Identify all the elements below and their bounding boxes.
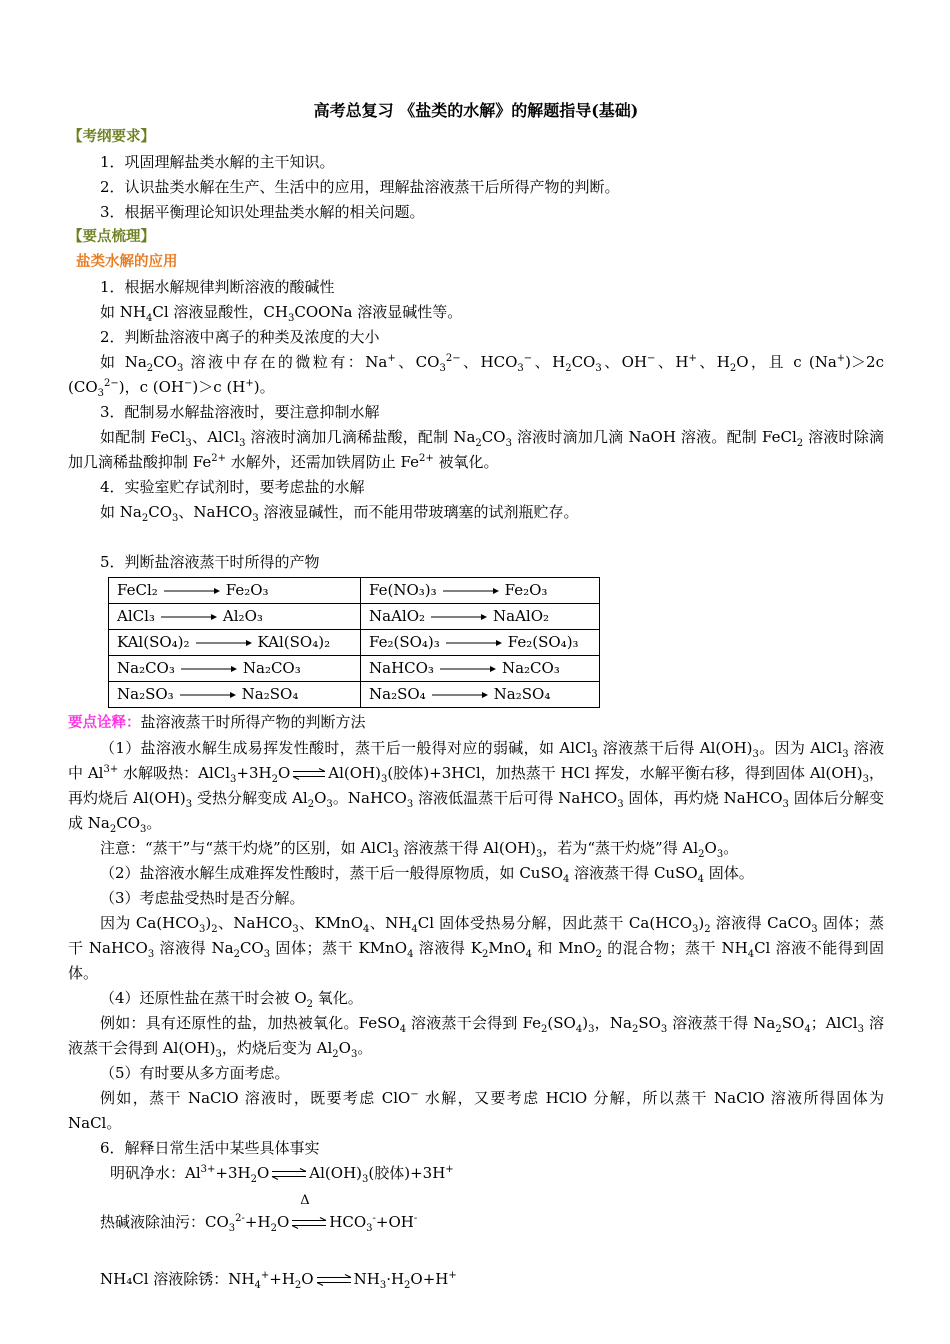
nh4cl-equation: NH₄Cl 溶液除锈：$NH_4^++H_2O$ $NH_3\cdot H_2O+H^+$ [100, 1270, 457, 1291]
heat-symbol: Δ [300, 1193, 310, 1208]
note-title: 盐溶液蒸干时所得产物的判断方法 [140, 713, 366, 731]
point-4-heading: 4．实验室贮存试剂时，要考虑盐的水解 [100, 478, 365, 496]
salt-name: NaHCO₃ [369, 659, 434, 677]
table-row [109, 630, 600, 656]
salt-name: NaAlO₂ [369, 607, 426, 625]
note-label: 要点诠释： [68, 715, 141, 731]
table-cell [109, 656, 361, 682]
kaogang-item-1: 1．巩固理解盐类水解的主干知识。 [100, 153, 335, 171]
table-cell [361, 630, 600, 656]
table-cell [109, 682, 361, 708]
salt-name: Na₂SO₄ [369, 685, 426, 703]
product-name: Al₂O₃ [222, 607, 263, 625]
section-heading-yaodian: 【要点梳理】 [68, 229, 155, 245]
salt-name: Fe(NO₃)₃ [369, 581, 437, 599]
point-2-heading: 2．判断盐溶液中离子的种类及浓度的大小 [100, 328, 380, 346]
point-5-heading: 5．判断盐溶液蒸干时所得的产物 [100, 553, 320, 571]
arrow-right-icon [158, 581, 226, 599]
soda-equation: 热碱液除油污：$CO_3^{2-}+H_2O$ Δ $HCO_3^-+OH^-$ [68, 1210, 884, 1235]
product-name: Na₂SO₄ [241, 685, 299, 703]
kaogang-item-2: 2．认识盐类水解在生产、生活中的应用，理解盐溶液蒸干后所得产物的判断。 [100, 178, 620, 196]
note-5-heading: （5）有时要从多方面考虑。 [100, 1064, 290, 1082]
product-name: KAl(SO₄)₂ [257, 633, 331, 651]
table-cell [109, 604, 361, 630]
product-name: Fe₂O₃ [225, 581, 269, 599]
section-heading-kaogang: 【考纲要求】 [68, 129, 155, 145]
salt-name: FeCl₂ [117, 581, 158, 599]
table-cell [109, 578, 361, 604]
subsection-heading-apply: 盐类水解的应用 [76, 254, 178, 270]
table-cell [109, 630, 361, 656]
salt-name: KAl(SO₄)₂ [117, 633, 190, 651]
note-heading [68, 710, 884, 736]
product-name: Fe₂O₃ [504, 581, 548, 599]
note-2-text: （2）盐溶液水解生成难挥发性酸时，蒸干后一般得原物质，如 CuSO$_4$ 溶液蒸干得 CuSO$_4$ 固体。 [100, 864, 754, 885]
page-title: 高考总复习 《盐类的水解》的解题指导(基础) [313, 101, 639, 120]
product-name: Na₂CO₃ [501, 659, 560, 677]
table-cell [361, 578, 600, 604]
note-3-heading: （3）考虑盐受热时是否分解。 [100, 889, 305, 907]
point-1-text: 如 $NH_4Cl$ 溶液显酸性，$CH_3COONa$ 溶液显碱性等。 [100, 303, 463, 324]
arrow-right-icon [155, 607, 223, 625]
point-1-heading: 1．根据水解规律判断溶液的酸碱性 [100, 278, 335, 296]
reversible-arrow-icon [316, 1274, 352, 1286]
note-4-text: 例如：具有还原性的盐，加热被氧化。FeSO$_4$ 溶液蒸干会得到 $Fe_2(SO_4)_3$，$Na_2SO_3$ 溶液蒸干得 $Na_2SO_4$；AlCl$_3$ 溶液蒸干会得到 $Al(OH)_3$，灼烧后变为 $Al_2O_3$。 [68, 1014, 884, 1060]
note-1-text: （1）盐溶液水解生成易挥发性酸时，蒸干后一般得对应的弱碱，如 AlCl$_3$ 溶液蒸干后得 $Al(OH)_3$。因为 AlCl$_3$ 溶液中 $Al^{3+}$ 水解吸热：$AlCl_3+3H_2O$ $Al(OH)_3$(胶体)+3HCl，加热蒸干 HCl 挥发，水解平衡右移，得到固体 $Al(OH)_3$，再灼烧后 $Al(OH)_3$ 受热分解变成 $Al_2O_3$。NaHCO$_3$ 溶液低温蒸干后可得 NaHCO$_3$ 固体，再灼烧 NaHCO$_3$ 固体后分解变成 $Na_2CO_3$。 [68, 739, 884, 835]
note-attention: 注意：“蒸干”与“蒸干灼烧”的区别，如 AlCl$_3$ 溶液蒸干得 $Al(OH)_3$，若为“蒸干灼烧”得 $Al_2O_3$。 [100, 839, 739, 860]
product-name: NaAlO₂ [493, 607, 550, 625]
document-page [68, 98, 884, 1292]
table-row [109, 604, 600, 630]
note-3-text: 因为 $Ca(HCO_3)_2$、NaHCO$_3$、KMnO$_4$、$NH_4Cl$ 固体受热易分解，因此蒸干 $Ca(HCO_3)_2$ 溶液得 CaCO$_3$ 固体；蒸干 NaHCO$_3$ 溶液得 $Na_2CO_3$ 固体；蒸干 KMnO$_4$ 溶液得 $K_2MnO_4$ 和 MnO$_2$ 的混合物；蒸干 $NH_4Cl$ 溶液不能得到固体。 [68, 914, 885, 982]
point-3-text: 如配制 FeCl$_3$、AlCl$_3$ 溶液时滴加几滴稀盐酸，配制 $Na_2CO_3$ 溶液时滴加几滴 NaOH 溶液。配制 FeCl$_2$ 溶液时除滴加几滴稀盐酸抑制 $Fe^{2+}$ 水解外，还需加铁屑防止 $Fe^{2+}$ 被氧化。 [68, 428, 884, 471]
table-cell [361, 682, 600, 708]
kaogang-item-3: 3．根据平衡理论知识处理盐类水解的相关问题。 [100, 203, 425, 221]
note-4-heading: （4）还原性盐在蒸干时会被 $O_2$ 氧化。 [100, 989, 363, 1010]
point-4-text: 如 $Na_2CO_3$、NaHCO$_3$ 溶液显碱性，而不能用带玻璃塞的试剂瓶贮存。 [100, 503, 579, 524]
table-row [109, 682, 600, 708]
product-name: Fe₂(SO₄)₃ [507, 633, 579, 651]
arrow-right-icon [425, 607, 493, 625]
table-row [109, 656, 600, 682]
reversible-arrow-icon [271, 1168, 307, 1180]
table-cell [361, 604, 600, 630]
point-6-heading: 6．解释日常生活中某些具体事实 [100, 1139, 320, 1157]
salt-name: Na₂CO₃ [117, 659, 175, 677]
alum-equation: 明矾净水：$Al^{3+}+3H_2O$ $Al(OH)_3$(胶体)+3H+ [110, 1164, 454, 1185]
salt-name: AlCl₃ [117, 607, 155, 625]
arrow-right-icon [175, 659, 243, 677]
arrow-right-icon [174, 685, 242, 703]
arrow-right-icon [190, 633, 258, 651]
product-name: Na₂CO₃ [242, 659, 301, 677]
arrow-right-icon [426, 685, 494, 703]
evaporation-product-table [108, 577, 600, 708]
note-5-text: 例如，蒸干 NaClO 溶液时，既要考虑 ClO− 水解，又要考虑 HClO 分解，所以蒸干 NaClO 溶液所得固体为 NaCl。 [68, 1089, 884, 1132]
salt-name: Fe₂(SO₄)₃ [369, 633, 440, 651]
arrow-right-icon [440, 633, 508, 651]
reversible-arrow-icon [291, 1217, 327, 1229]
arrow-right-icon [437, 581, 505, 599]
point-2-text: 如 $Na_2CO_3$ 溶液中存在的微粒有：Na+、$CO_3^{2-}$、$HCO_3^-$、$H_2CO_3$、OH−、H+、$H_2O$，且 c (Na+)＞2c $(CO_3^{2-})$，c (OH−)＞c (H+)。 [68, 353, 884, 399]
point-3-heading: 3．配制易水解盐溶液时，要注意抑制水解 [100, 403, 380, 421]
arrow-right-icon [434, 659, 502, 677]
reversible-arrow-icon [292, 768, 326, 780]
salt-name: Na₂SO₃ [117, 685, 174, 703]
table-row [109, 578, 600, 604]
table-cell [361, 656, 600, 682]
product-name: Na₂SO₄ [493, 685, 551, 703]
